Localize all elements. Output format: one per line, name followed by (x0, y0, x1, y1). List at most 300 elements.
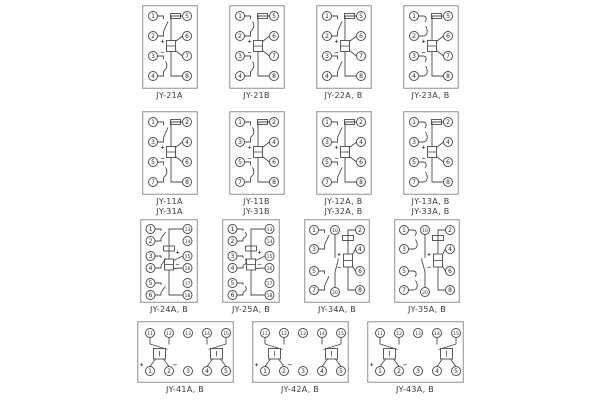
svg-text:4: 4 (150, 73, 155, 81)
contact-symbol (155, 283, 166, 295)
contact-symbol (418, 162, 427, 182)
center-contact-blade (421, 259, 425, 273)
contact-symbol (157, 16, 168, 36)
minus-sign: − (426, 265, 432, 271)
wire (174, 256, 184, 261)
terminal-13 (413, 329, 422, 338)
terminal-5 (221, 367, 230, 376)
svg-text:11: 11 (376, 331, 383, 337)
terminal-3 (310, 245, 319, 254)
svg-text:17: 17 (266, 281, 273, 287)
svg-text:16: 16 (266, 266, 273, 272)
terminal-1 (148, 118, 157, 127)
svg-text:12: 12 (395, 331, 402, 337)
svg-text:2: 2 (358, 119, 363, 127)
svg-text:1: 1 (324, 13, 329, 21)
terminal-15 (221, 329, 230, 338)
panel-label: JY-24A, B (149, 305, 189, 314)
svg-text:8: 8 (358, 73, 363, 81)
svg-text:15: 15 (266, 254, 273, 260)
svg-text:2: 2 (281, 368, 286, 376)
terminal-5 (400, 267, 409, 276)
contact-symbol (331, 16, 342, 36)
svg-text:10: 10 (332, 228, 338, 234)
wire (443, 267, 446, 272)
svg-text:5: 5 (411, 159, 416, 167)
svg-text:3: 3 (237, 53, 242, 61)
terminal-13 (183, 329, 192, 338)
terminal-16 (183, 264, 192, 273)
svg-text:14: 14 (318, 331, 325, 337)
terminal-3 (183, 367, 192, 376)
svg-text:7: 7 (150, 179, 155, 187)
coil-symbol (427, 147, 436, 158)
terminal-2 (394, 367, 403, 376)
terminal-3 (400, 245, 409, 254)
terminal-1 (375, 367, 384, 376)
terminal-12 (164, 329, 173, 338)
terminal-5 (322, 158, 331, 167)
terminal-2 (269, 118, 278, 127)
svg-text:14: 14 (184, 239, 191, 245)
wire (256, 256, 266, 261)
wire (349, 142, 356, 148)
plus-sign: + (368, 362, 374, 369)
panel-jy-42a-b (252, 321, 349, 395)
coil-symbol (166, 41, 175, 52)
terminal-2 (164, 367, 173, 376)
svg-text:1: 1 (150, 13, 155, 21)
coil-symbol (340, 41, 349, 52)
contact-symbol (409, 230, 418, 249)
terminal-11 (145, 329, 154, 338)
panel-label: JY-42A, B (280, 385, 320, 394)
svg-text:4: 4 (237, 73, 242, 81)
coil-symbol (440, 349, 452, 360)
schematic (403, 5, 459, 89)
contact-symbol (319, 230, 330, 249)
terminal-6 (269, 158, 278, 167)
svg-text:6: 6 (358, 159, 363, 167)
terminal-14 (265, 237, 274, 246)
terminal-6 (446, 267, 455, 276)
svg-text:3: 3 (312, 246, 316, 254)
schematic (137, 321, 234, 383)
terminal-5 (409, 158, 418, 167)
schematic (222, 219, 280, 303)
svg-text:5: 5 (358, 13, 363, 21)
panel-label: JY-34A, B (317, 305, 357, 314)
panel-jy-24a-b (140, 219, 198, 315)
wire (278, 359, 284, 367)
wire (353, 249, 356, 255)
svg-text:16: 16 (184, 266, 191, 272)
svg-text:8: 8 (184, 73, 189, 81)
terminal-16 (265, 264, 274, 273)
svg-text:1: 1 (237, 119, 242, 127)
svg-text:7: 7 (411, 179, 416, 187)
wire (262, 51, 269, 57)
svg-text:1: 1 (150, 119, 155, 127)
terminal-8 (356, 72, 365, 81)
svg-text:4: 4 (324, 73, 329, 81)
wire (175, 36, 182, 42)
terminal-5 (228, 279, 237, 288)
svg-text:2: 2 (148, 238, 153, 246)
svg-text:2: 2 (411, 33, 416, 41)
svg-text:4: 4 (445, 139, 450, 147)
svg-text:6: 6 (271, 159, 276, 167)
svg-text:2: 2 (230, 238, 235, 246)
terminal-11 (375, 329, 384, 338)
terminal-6 (356, 32, 365, 41)
svg-text:15: 15 (452, 331, 459, 337)
terminal-8 (356, 178, 365, 187)
terminal-8 (269, 178, 278, 187)
plus-sign: + (333, 145, 339, 151)
coil-symbol (165, 259, 174, 270)
contact-symbol (155, 256, 166, 268)
svg-text:7: 7 (271, 53, 276, 61)
terminal-3 (322, 52, 331, 61)
wire (393, 359, 399, 367)
svg-text:2: 2 (184, 119, 189, 127)
minus-sign: − (159, 50, 165, 56)
terminal-5 (148, 158, 157, 167)
svg-text:1: 1 (230, 226, 235, 234)
terminal-2 (322, 32, 331, 41)
plus-sign: + (159, 145, 165, 151)
plus-sign: + (336, 252, 342, 258)
panel-label: JY-12A, B JY-32A, B (324, 197, 363, 216)
svg-text:6: 6 (448, 268, 452, 276)
terminal-1 (409, 12, 418, 21)
svg-text:12: 12 (165, 331, 172, 337)
terminal-3 (228, 252, 237, 261)
coil-symbol (247, 259, 256, 270)
contact-symbol (418, 16, 427, 36)
svg-text:8: 8 (445, 179, 450, 187)
terminal-4 (228, 264, 237, 273)
terminal-2 (235, 32, 244, 41)
terminal-3 (298, 367, 307, 376)
schematic (229, 5, 285, 89)
panel-label: JY-43A, B (395, 385, 435, 394)
terminal-6 (182, 158, 191, 167)
schematic (142, 111, 198, 195)
coil-symbol (383, 349, 395, 360)
minus-sign: − (287, 362, 292, 369)
wire (436, 142, 443, 148)
panel-label: JY-13A, B JY-33A, B (411, 197, 450, 216)
wire (349, 51, 356, 57)
contact-symbol (157, 56, 166, 76)
svg-text:2: 2 (445, 119, 450, 127)
svg-text:2: 2 (166, 368, 171, 376)
schematic (229, 111, 285, 195)
panel-label: JY-22A, B (324, 91, 363, 100)
terminal-5 (146, 279, 155, 288)
panel-jy-25a-b (222, 219, 280, 315)
terminal-13 (183, 225, 192, 234)
wire (436, 36, 443, 42)
terminal-14 (432, 329, 441, 338)
terminal-8 (446, 286, 455, 295)
svg-text:1: 1 (324, 119, 329, 127)
wire (256, 268, 266, 269)
terminal-8 (269, 72, 278, 81)
terminal-8 (443, 72, 452, 81)
terminal-7 (322, 178, 331, 187)
terminal-2 (409, 32, 418, 41)
minus-sign: − (402, 362, 407, 369)
wire (436, 51, 443, 57)
svg-text:6: 6 (358, 33, 363, 41)
terminal-2 (356, 118, 365, 127)
coil-symbol (434, 254, 443, 267)
terminal-4 (182, 138, 191, 147)
coil-symbol (253, 41, 262, 52)
svg-text:7: 7 (184, 53, 189, 61)
svg-text:5: 5 (223, 368, 228, 376)
svg-text:3: 3 (402, 246, 406, 254)
terminal-13 (298, 329, 307, 338)
panel-label: JY-21B (243, 91, 270, 100)
terminal-2 (228, 237, 237, 246)
svg-text:4: 4 (411, 73, 416, 81)
panel-jy-35a-b (394, 219, 460, 315)
contact-symbol (418, 56, 427, 76)
terminal-1 (228, 225, 237, 234)
terminal-6 (269, 32, 278, 41)
terminal-3 (148, 138, 157, 147)
svg-text:5: 5 (312, 268, 316, 276)
svg-text:3: 3 (150, 53, 155, 61)
svg-text:4: 4 (204, 368, 209, 376)
plus-sign: + (159, 39, 165, 45)
terminal-2 (279, 367, 288, 376)
svg-text:14: 14 (203, 331, 210, 337)
svg-text:2: 2 (358, 227, 362, 235)
terminal-7 (235, 178, 244, 187)
wire (150, 359, 156, 367)
terminal-14 (183, 237, 192, 246)
contact-symbol (319, 271, 330, 290)
terminal-8 (182, 72, 191, 81)
svg-text:8: 8 (445, 73, 450, 81)
terminal-1 (148, 12, 157, 21)
terminal-6 (443, 158, 452, 167)
contact-symbol (418, 122, 427, 142)
svg-text:6: 6 (184, 159, 189, 167)
terminal-1 (409, 118, 418, 127)
terminal-11 (260, 329, 269, 338)
svg-text:18: 18 (184, 293, 191, 299)
svg-text:5: 5 (237, 159, 242, 167)
terminal-13 (265, 225, 274, 234)
svg-text:3: 3 (150, 139, 155, 147)
svg-text:4: 4 (448, 246, 452, 254)
svg-text:5: 5 (453, 368, 458, 376)
svg-text:13: 13 (184, 227, 191, 233)
contact-symbol (237, 256, 246, 268)
svg-text:2: 2 (396, 368, 401, 376)
coil-symbol (325, 349, 337, 360)
terminal-6 (356, 267, 365, 276)
terminal-4 (235, 72, 244, 81)
schematic (304, 219, 370, 303)
terminal-3 (235, 138, 244, 147)
contact-symbol (409, 271, 418, 290)
panel-label: JY-21A (156, 91, 183, 100)
wire (174, 268, 184, 269)
svg-text:5: 5 (148, 280, 153, 288)
svg-text:6: 6 (445, 159, 450, 167)
contact-symbol (244, 122, 253, 142)
svg-text:3: 3 (148, 253, 153, 261)
panel-jy-22a-b (316, 5, 372, 101)
wire (322, 359, 328, 367)
contact-symbol (244, 162, 253, 182)
plus-sign: + (426, 252, 432, 258)
terminal-2 (446, 226, 455, 235)
terminal-2 (148, 32, 157, 41)
panel-jy-13a-b (403, 111, 459, 217)
svg-text:2: 2 (448, 227, 452, 235)
coil-symbol (153, 349, 165, 360)
terminal-1 (400, 226, 409, 235)
terminal-1 (145, 367, 154, 376)
terminal-7 (182, 52, 191, 61)
terminal-12 (394, 329, 403, 338)
schematic (403, 111, 459, 195)
wire (175, 142, 182, 148)
svg-text:4: 4 (358, 139, 363, 147)
terminal-4 (443, 138, 452, 147)
svg-text:6: 6 (184, 33, 189, 41)
svg-text:4: 4 (184, 139, 189, 147)
svg-text:1: 1 (237, 13, 242, 21)
terminal-20 (421, 288, 430, 297)
terminal-3 (413, 367, 422, 376)
terminal-3 (146, 252, 155, 261)
contact-symbol (244, 56, 253, 76)
svg-text:4: 4 (230, 265, 235, 273)
coil-symbol (344, 254, 353, 267)
terminal-6 (228, 291, 237, 300)
terminal-14 (317, 329, 326, 338)
contact-symbol (331, 122, 342, 142)
terminal-2 (146, 237, 155, 246)
svg-text:5: 5 (271, 13, 276, 21)
svg-text:15: 15 (222, 331, 229, 337)
wire (265, 359, 271, 367)
svg-text:2: 2 (237, 33, 242, 41)
plus-sign: + (246, 145, 252, 151)
svg-text:3: 3 (230, 253, 235, 261)
terminal-7 (269, 52, 278, 61)
terminal-1 (260, 367, 269, 376)
svg-text:13: 13 (414, 331, 421, 337)
wire (436, 157, 443, 163)
svg-text:1: 1 (147, 368, 152, 376)
diagram-row-4 (0, 321, 600, 395)
svg-text:6: 6 (445, 33, 450, 41)
terminal-1 (310, 226, 319, 235)
wire (262, 142, 269, 148)
terminal-1 (235, 12, 244, 21)
svg-text:12: 12 (280, 331, 287, 337)
svg-text:15: 15 (337, 331, 344, 337)
svg-text:4: 4 (319, 368, 324, 376)
schematic (140, 219, 198, 303)
svg-text:1: 1 (312, 227, 316, 235)
terminal-15 (451, 329, 460, 338)
plus-sign: + (138, 362, 144, 369)
plus-sign: + (420, 145, 426, 151)
terminal-15 (336, 329, 345, 338)
svg-text:1: 1 (148, 226, 153, 234)
terminal-2 (182, 118, 191, 127)
svg-text:1: 1 (402, 227, 406, 235)
panel-jy-21a (142, 5, 198, 101)
svg-text:6: 6 (271, 33, 276, 41)
minus-sign: − (420, 156, 426, 162)
plus-sign: + (257, 250, 262, 256)
svg-text:5: 5 (230, 280, 235, 288)
terminal-3 (322, 138, 331, 147)
diagram-row-2 (0, 111, 600, 217)
plus-sign: + (175, 250, 180, 256)
svg-text:7: 7 (312, 287, 316, 295)
terminal-10 (331, 226, 340, 235)
contact-symbol (155, 229, 166, 241)
terminal-5 (235, 158, 244, 167)
diagram-row-1 (0, 5, 600, 101)
wire (163, 359, 169, 367)
wire (262, 36, 269, 42)
plus-sign: + (333, 39, 339, 45)
terminal-5 (182, 12, 191, 21)
svg-text:3: 3 (411, 53, 416, 61)
terminal-4 (356, 138, 365, 147)
terminal-5 (356, 12, 365, 21)
terminal-5 (451, 367, 460, 376)
contact-symbol (237, 283, 246, 295)
wire (380, 359, 386, 367)
terminal-2 (443, 118, 452, 127)
terminal-1 (322, 12, 331, 21)
terminal-4 (409, 72, 418, 81)
svg-text:13: 13 (266, 227, 273, 233)
minus-sign: − (336, 265, 342, 271)
svg-text:2: 2 (271, 119, 276, 127)
coil-symbol (253, 147, 262, 158)
minus-sign: − (420, 50, 426, 56)
panel-label: JY-23A, B (411, 91, 450, 100)
minus-sign: − (159, 156, 165, 162)
coil-symbol (166, 147, 175, 158)
svg-text:5: 5 (402, 268, 406, 276)
wire (207, 359, 213, 367)
svg-text:5: 5 (338, 368, 343, 376)
terminal-7 (409, 178, 418, 187)
wire (175, 157, 182, 163)
terminal-5 (336, 367, 345, 376)
coil-symbol (340, 147, 349, 158)
panel-jy-34a-b (304, 219, 370, 315)
terminal-1 (235, 118, 244, 127)
